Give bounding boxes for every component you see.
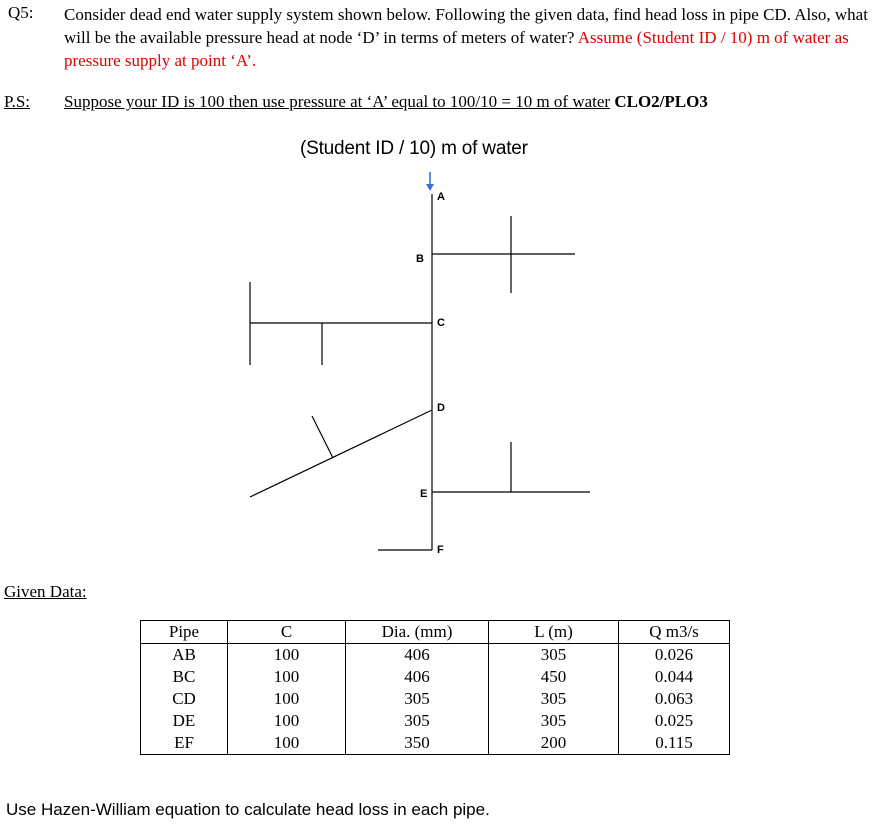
cell-flow: 0.063 (619, 688, 730, 710)
cell-diameter: 406 (346, 644, 489, 667)
table-row (141, 666, 730, 688)
cell-length: 305 (489, 688, 619, 710)
header-c: C (228, 621, 346, 644)
given-data-label: Given Data: (4, 582, 87, 601)
ps-example: Suppose your ID is 100 then use pressure at ‘A’ equal to 100/10 = 10 m of water (64, 92, 611, 111)
cell-pipe: EF (141, 732, 228, 755)
table-row (141, 710, 730, 732)
ps-label: P.S: (4, 92, 30, 111)
cell-pipe: BC (141, 666, 228, 688)
header-pipe: Pipe (141, 621, 228, 644)
question-text-main: Consider dead end water supply system shown below. Following the given data, find head loss in pipe CD. Also, what will be the available pressure head at node ‘D’ in terms of meters of water? (64, 5, 868, 47)
header-diameter: Dia. (mm) (346, 621, 489, 644)
cell-diameter: 305 (346, 710, 489, 732)
cell-length: 305 (489, 644, 619, 667)
cell-flow: 0.025 (619, 710, 730, 732)
instruction-footer: Use Hazen-William equation to calculate head loss in each pipe. (6, 800, 490, 819)
cell-length: 450 (489, 666, 619, 688)
question-text-assumption: Assume (Student ID / 10) m of water as pressure supply at point ‘A’. (64, 28, 849, 70)
cell-c: 100 (228, 644, 346, 667)
cell-diameter: 406 (346, 666, 489, 688)
cell-flow: 0.044 (619, 666, 730, 688)
header-flow: Q m3/s (619, 621, 730, 644)
cell-diameter: 305 (346, 688, 489, 710)
cell-c: 100 (228, 688, 346, 710)
cell-length: 200 (489, 732, 619, 755)
node-label-f: F (437, 544, 444, 556)
cell-length: 305 (489, 710, 619, 732)
table-row (141, 688, 730, 710)
cell-pipe: AB (141, 644, 228, 667)
cell-pipe: DE (141, 710, 228, 732)
node-label-e: E (420, 488, 428, 500)
supply-arrow-icon (426, 172, 434, 191)
branch-d-diagonal (250, 410, 432, 497)
table-row (141, 644, 730, 667)
header-length: L (m) (489, 621, 619, 644)
table-header-row (141, 621, 730, 644)
ps-outcome-code: CLO2/PLO3 (614, 92, 708, 111)
cell-c: 100 (228, 710, 346, 732)
cell-c: 100 (228, 732, 346, 755)
diagram-title: (Student ID / 10) m of water (300, 138, 528, 159)
cell-flow: 0.115 (619, 732, 730, 755)
cell-flow: 0.026 (619, 644, 730, 667)
pipe-data-table (140, 620, 730, 755)
cell-diameter: 350 (346, 732, 489, 755)
question-number: Q5: (8, 3, 34, 22)
node-label-a: A (437, 191, 445, 203)
table-row (141, 732, 730, 755)
node-label-c: C (437, 317, 445, 329)
node-label-b: B (416, 253, 424, 265)
cell-pipe: CD (141, 688, 228, 710)
branch-d-diagonal-stub (312, 416, 333, 458)
cell-c: 100 (228, 666, 346, 688)
node-label-d: D (437, 402, 445, 414)
